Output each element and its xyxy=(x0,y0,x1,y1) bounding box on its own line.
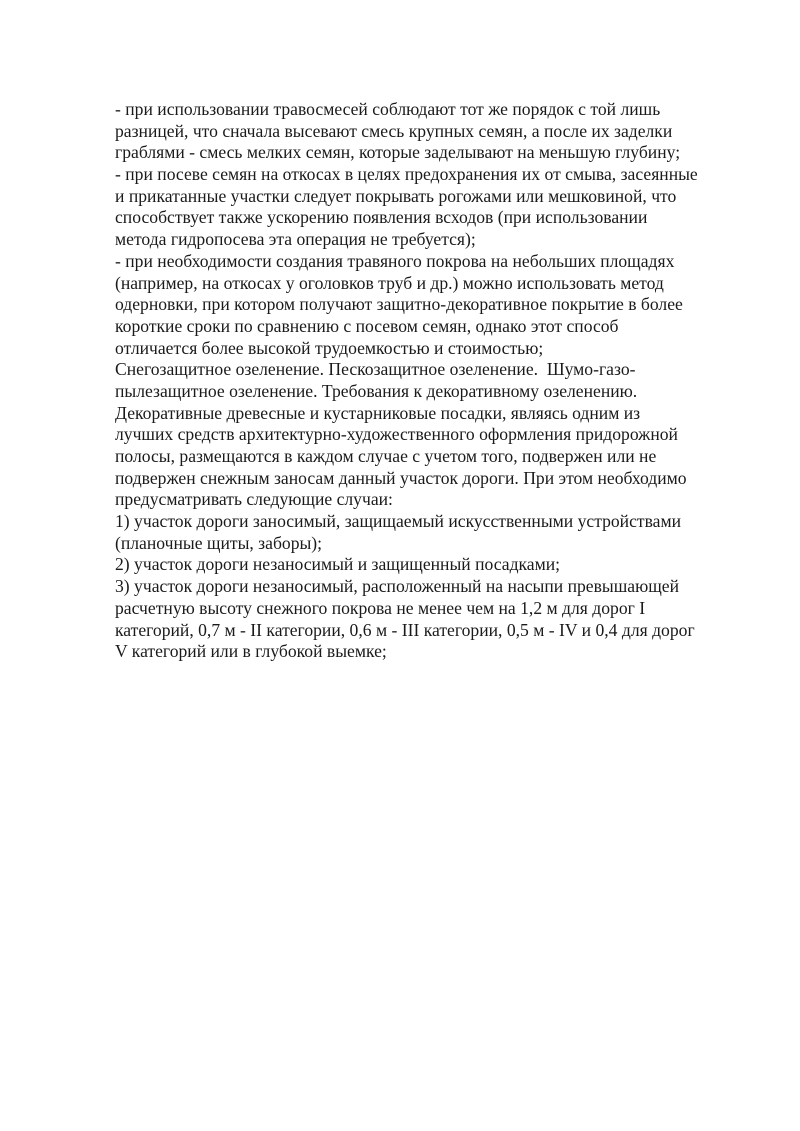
text-line: - при необходимости создания травяного покрова на небольших площадях xyxy=(115,250,675,271)
text-line: расчетную высоту снежного покрова не менее чем на 1,2 м для дорог I xyxy=(115,597,646,618)
text-line: предусматривать следующие случаи: xyxy=(115,489,393,510)
text-line: одерновки, при котором получают защитно-декоративное покрытие в более xyxy=(115,294,683,315)
text-line: полосы, размещаются в каждом случае с учетом того, подвержен или не xyxy=(115,446,657,466)
text-line: (например, на откосах у оголовков труб и др.) можно использовать метод xyxy=(115,272,664,293)
document-body-text xyxy=(115,99,755,663)
text-line: пылезащитное озеленение. Требования к декоративному озеленению. xyxy=(115,380,638,401)
text-line: и прикатанные участки следует покрывать рогожами или мешковиной, что xyxy=(115,185,677,206)
text-line: категорий, 0,7 м - II категории, 0,6 м - III категории, 0,5 м - IV и 0,4 для дорог xyxy=(115,619,695,640)
text-line: метода гидропосева эта операция не требуется); xyxy=(115,229,476,250)
text-line: лучших средств архитектурно-художественного оформления придорожной xyxy=(115,424,678,445)
text-line: отличается более высокой трудоемкостью и стоимостью; xyxy=(115,337,544,358)
text-line: граблями - смесь мелких семян, которые заделывают на меньшую глубину; xyxy=(115,142,681,163)
text-line: - при посеве семян на откосах в целях предохранения их от смыва, засеянные xyxy=(115,164,698,185)
text-line: Снегозащитное озеленение. Пескозащитное озеленение. Шумо-газо- xyxy=(115,359,636,380)
text-line: подвержен снежным заносам данный участок дороги. При этом необходимо xyxy=(115,467,687,488)
text-line: короткие сроки по сравнению с посевом семян, однако этот способ xyxy=(115,315,619,336)
text-line: Декоративные древесные и кустарниковые посадки, являясь одним из xyxy=(115,402,641,423)
text-line: разницей, что сначала высевают смесь крупных семян, а после их заделки xyxy=(115,120,673,141)
text-line: 3) участок дороги незаносимый, расположенный на насыпи превышающей xyxy=(115,576,679,597)
text-line: 1) участок дороги заносимый, защищаемый искусственными устройствами xyxy=(115,511,682,532)
text-line: - при использовании травосмесей соблюдают тот же порядок с той лишь xyxy=(115,99,661,119)
text-line: 2) участок дороги незаносимый и защищенный посадками; xyxy=(115,554,561,575)
text-line: способствует также ускорению появления всходов (при использовании xyxy=(115,207,648,228)
text-line: (планочные щиты, заборы); xyxy=(115,532,323,553)
text-line: V категорий или в глубокой выемке; xyxy=(115,641,387,662)
